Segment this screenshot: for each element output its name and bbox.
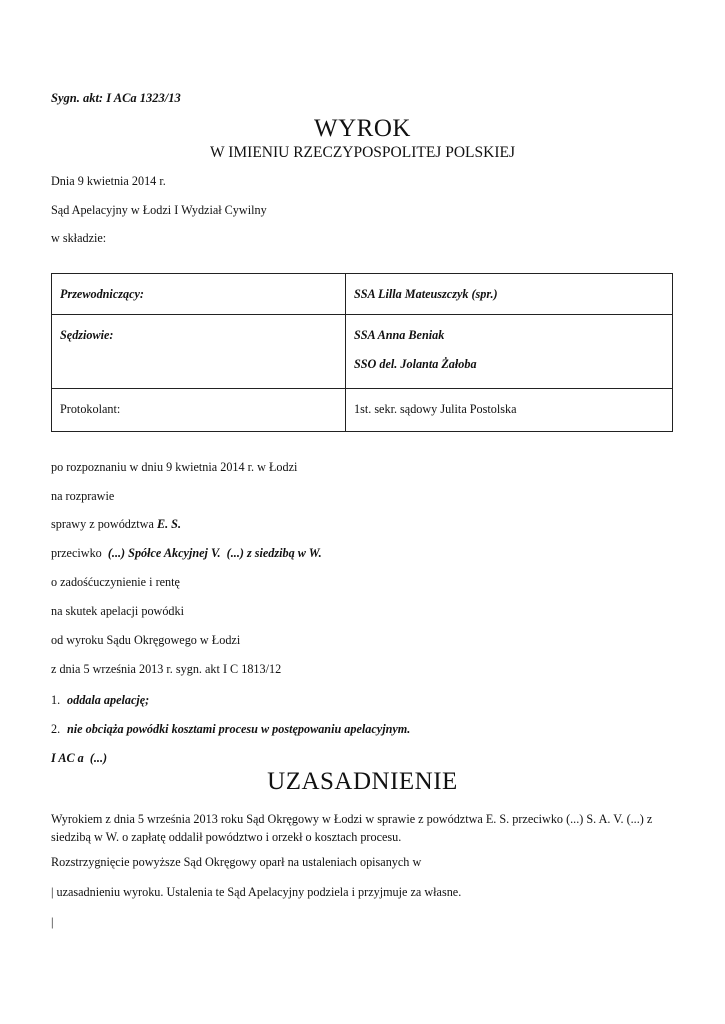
judgment-subtitle: W IMIENIU RZECZYPOSPOLITEJ POLSKIEJ <box>210 144 515 161</box>
case-reference: I AC a (...) <box>51 751 108 765</box>
composition-label: w składzie: <box>51 231 107 245</box>
justification-paragraph: Rozstrzygnięcie powyższe Sąd Okręgowy oparł na ustaleniach opisanych w <box>51 855 422 869</box>
proceedings-line: o zadośćuczynienie i rentę <box>51 575 180 589</box>
ruling-text: nie obciąża powódki kosztami procesu w postępowaniu apelacyjnym. <box>67 722 411 736</box>
clerk-label: Protokolant: <box>52 389 346 432</box>
ruling-item <box>51 693 149 708</box>
defendant-line <box>51 546 322 561</box>
judgment-date: Dnia 9 kwietnia 2014 r. <box>51 174 166 188</box>
ruling-number: 2. <box>51 722 61 736</box>
justification-paragraph: Wyrokiem z dnia 5 września 2013 roku Sąd Okręgowy w Łodzi w sprawie z powództwa E. S. przeciwko (...) S. A. V. (...) z siedzibą w W. o zapłatę oddalił powództwo i orzekł o kosztach procesu. <box>51 812 653 844</box>
judge-name: SSA Anna Beniak <box>354 328 445 342</box>
proceedings-line: z dnia 5 września 2013 r. sygn. akt I C 1813/12 <box>51 662 282 676</box>
plaintiff-name: E. S. <box>156 517 181 531</box>
table-row <box>52 315 673 389</box>
proceedings-line: na rozprawie <box>51 489 115 503</box>
defendant-name: (...) Spółce Akcyjnej V. (...) z siedzibą w W. <box>107 546 322 560</box>
judge-name: SSO del. Jolanta Żałoba <box>354 357 477 371</box>
table-row <box>52 274 673 315</box>
judges-label: Sędziowie: <box>52 315 346 389</box>
clerk-value: 1st. sekr. sądowy Julita Postolska <box>346 389 673 432</box>
ruling-text: oddala apelację; <box>67 693 150 707</box>
presiding-label: Przewodniczący: <box>52 274 346 315</box>
judges-cell <box>346 315 673 389</box>
proceedings-line: po rozpoznaniu w dniu 9 kwietnia 2014 r. w Łodzi <box>51 460 298 474</box>
judgment-title: WYROK <box>314 115 411 142</box>
presiding-value: SSA Lilla Mateuszczyk (spr.) <box>346 274 673 315</box>
proceedings-line: od wyroku Sądu Okręgowego w Łodzi <box>51 633 241 647</box>
plaintiff-line <box>51 517 181 532</box>
proceedings-line: na skutek apelacji powódki <box>51 604 185 618</box>
ruling-number: 1. <box>51 693 61 707</box>
court-name: Sąd Apelacyjny w Łodzi I Wydział Cywilny <box>51 203 267 217</box>
justification-heading: UZASADNIENIE <box>267 768 458 795</box>
court-panel-table <box>51 273 673 432</box>
plaintiff-prefix: sprawy z powództwa <box>51 517 157 531</box>
ruling-item <box>51 722 410 737</box>
defendant-prefix: przeciwko <box>51 546 108 560</box>
table-row <box>52 389 673 432</box>
justification-paragraph: | <box>51 915 54 929</box>
case-signature: Sygn. akt: I ACa 1323/13 <box>51 91 181 105</box>
justification-paragraph: | uzasadnieniu wyroku. Ustalenia te Sąd Apelacyjny podziela i przyjmuje za własne. <box>51 885 462 899</box>
